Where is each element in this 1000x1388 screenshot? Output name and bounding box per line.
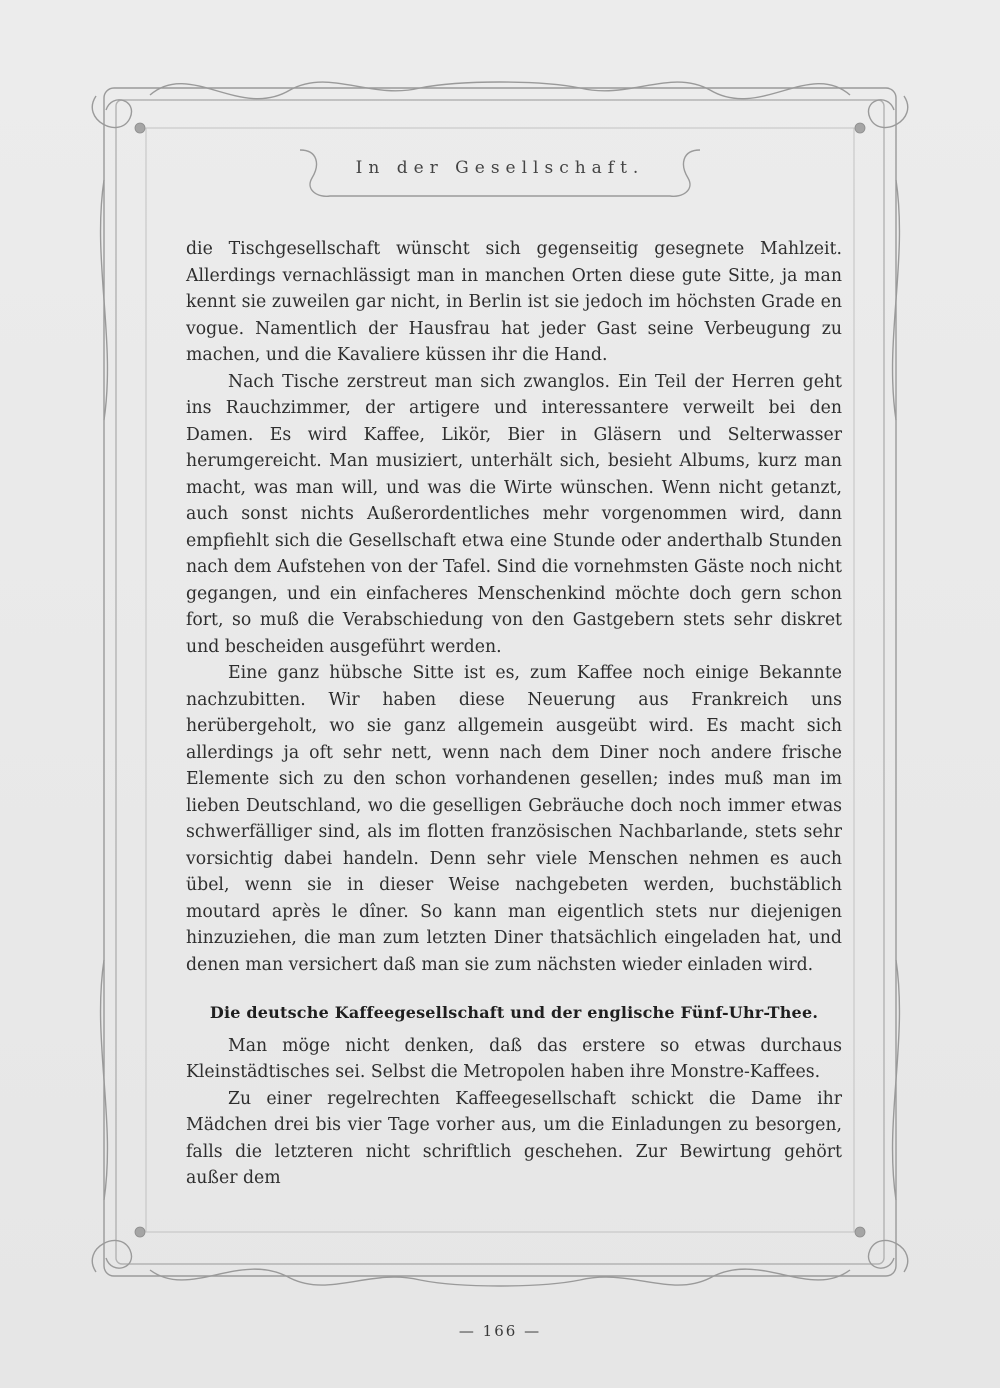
running-head: In der Gesellschaft. — [355, 158, 645, 178]
paragraph: Man möge nicht denken, daß das erstere so etwas durchaus Kleinstädtisches sei. Selbst die Metropolen haben ihre Monstre-Kaffees. — [186, 1035, 842, 1082]
corner-curl-top-right — [868, 96, 907, 127]
bottom-left-scroll — [150, 1269, 420, 1285]
corner-curl-bottom-left — [92, 1241, 131, 1272]
paragraph: Eine ganz hübsche Sitte ist es, zum Kaffee noch einige Bekannte nachzubitten. Wir haben diese Neuerung aus Frankreich uns herübergeholt, wo sie ganz allgemein ausgeübt wird. Es macht sich allerdings ja oft sehr nett, wenn nach dem Diner noch andere frische Elemente sich zu den schon vorhandenen gesellen; indes muß man im lieben Deutschland, wo die geselligen Gebräuche doch noch immer etwas schwerfälliger sind, als im flotten französischen Nachbarlande, stets sehr vorsichtig dabei handeln. Denn sehr viele Menschen nehmen es auch übel, wenn sie in dieser Weise nachgebeten werden, buchstäblich moutard après le dîner. So kann man eigentlich stets nur diejenigen hinzuziehen, die man zum letzten Diner thatsächlich eingeladen hat, und denen man versichert daß man sie zum nächsten wieder einladen wird. — [186, 663, 842, 975]
corner-curl-top-left — [92, 96, 131, 127]
rosette-bottom-left — [135, 1227, 145, 1237]
corner-curl-bottom-right — [868, 1241, 907, 1272]
top-left-scroll — [150, 82, 420, 99]
paragraph: Zu einer regelrechten Kaffeegesellschaft schickt die Dame ihr Mädchen drei bis vier Tage vorher aus, um die Einladungen zu besorgen, falls die letzteren nicht schriftlich geschehen. Zur Bewirtung gehört außer dem — [186, 1088, 842, 1188]
page-number: — 166 — — [458, 1322, 542, 1340]
paragraph: Nach Tische zerstreut man sich zwanglos. Ein Teil der Herren geht ins Rauchzimmer, der artigere und interessantere verweilt bei den Damen. Es wird Kaffee, Likör, Bier in Gläsern und Selterwasser herumgereicht. Man musiziert, unterhält sich, besieht Albums, kurz man macht, was man will, und was die Wirte wünschen. Wenn nicht getanzt, auch sonst nichts Außerordentliches mehr vorgenommen wird, dann empfiehlt sich die Gesellschaft etwa eine Stunde oder anderthalb Stunden nach dem Aufstehen von der Tafel. Sind die vornehmsten Gäste noch nicht gegangen, und ein einfacheres Menschenkind möchte doch gern schon fort, so muß die Verabschiedung von den Gastgebern stets sehr diskret und bescheiden ausgeführt werden. — [186, 371, 842, 657]
section-heading: Die deutsche Kaffeegesellschaft und der englische Fünf-Uhr-Thee. — [209, 1003, 819, 1022]
top-right-scroll — [580, 82, 850, 99]
bottom-right-scroll — [580, 1269, 850, 1285]
rosette-top-right — [855, 123, 865, 133]
main-text — [186, 236, 842, 1192]
paragraph: die Tischgesellschaft wünscht sich gegenseitig gesegnete Mahlzeit. Allerdings vernachlässigt man in manchen Orten diese gute Sitte, ja man kennt sie zuweilen gar nicht, in Berlin ist sie jedoch im höchsten Grade en vogue. Namentlich der Hausfrau hat jeder Gast seine Verbeugung zu machen, und die Kavaliere küssen ihr die Hand. — [186, 239, 842, 365]
rosette-top-left — [135, 123, 145, 133]
rosette-bottom-right — [855, 1227, 865, 1237]
